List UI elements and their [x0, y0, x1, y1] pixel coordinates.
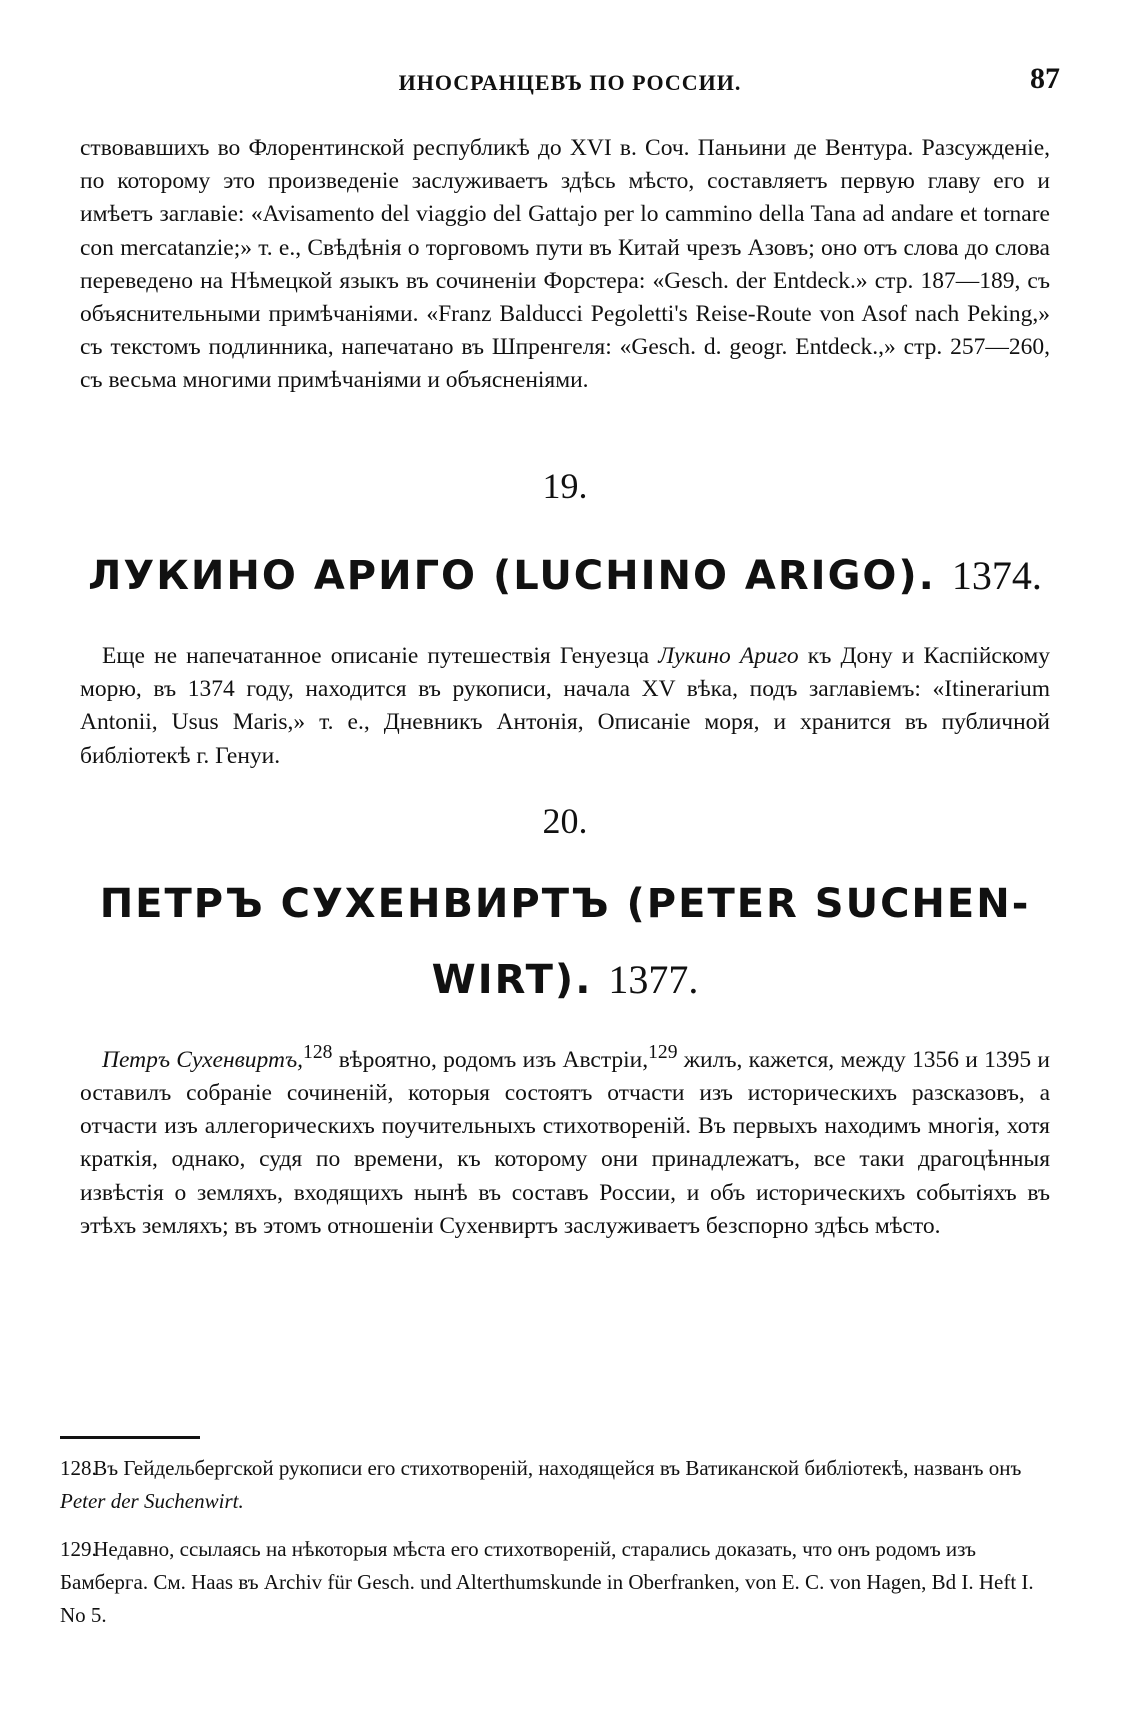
- footnote-ref-129[interactable]: 129: [648, 1042, 678, 1063]
- section-20-paragraph: [80, 1036, 1050, 1243]
- section-20-number: 20.: [542, 801, 588, 841]
- footnote-129-text: Недавно, ссылаясь на нѣкоторыя мѣста его стихотвореній, старались доказать, что онъ родомъ изъ Бамберга. См. Haas въ Archiv für Gesch. und Alterthumskunde in Oberfranken, von E. C. von Hagen, Bd I. Heft I. No 5.: [60, 1537, 1034, 1627]
- running-title: ИНОСРАНЦЕВЪ ПО РОССИИ.: [398, 70, 742, 95]
- section-20-text-after: жилъ, кажется, между 1356 и 1395 и оставилъ собраніе сочиненій, которыя состоятъ отчасти изъ историческихъ разсказовъ, а отчасти изъ аллегорическихъ поучительныхъ стихотвореній. Въ первыхъ находимъ многія, хотя краткія, однако, судя по времени, къ которому они принадлежатъ, все таки драгоцѣнныя извѣстія о земляхъ, входящихъ нынѣ въ составъ России, и объ историческихъ событіяхъ въ этѣхъ земляхъ; въ этомъ отношеніи Сухенвиртъ заслуживаетъ безспорно здѣсь мѣсто.: [80, 1046, 1050, 1239]
- section-19-number: 19.: [542, 466, 588, 506]
- page-number: 87: [1030, 62, 1060, 95]
- section-19-text-before: Еще не напечатанное описаніе путешествія Генуезца: [102, 643, 659, 669]
- section-19-paragraph: [80, 640, 1050, 773]
- intro-paragraph: ствовавшихъ во Флорентинской республикѣ до XVI в. Соч. Паньини де Вентура. Разсужденіе, по которому это произведеніе заслуживаетъ здѣсь мѣсто, составляетъ первую главу его и имѣетъ заглавіе: «Avisamento del viaggio del Gattajo per lo cammino della Tana ad andare et tornare con mercatanzie;» т. е., Свѣдѣнія о торговомъ пути въ Китай чрезъ Азовъ; оно отъ слова до слова переведено на Нѣмецкой языкъ въ сочиненіи Форстера: «Gesch. der Entdeck.» стр. 187—189, съ объяснительными примѣчаніями. «Franz Balducci Pegoletti's Reise-Route von Asof nach Peking,» съ текстомъ подлинника, напечатано въ Шпренгеля: «Gesch. d. geogr. Entdeck.,» стр. 257—260, съ весьма многими примѣчаніями и объясненіями.: [80, 135, 1050, 394]
- section-19-text-after: къ Дону и Каспійскому морю, въ 1374 году, находится въ рукописи, начала XV вѣка, подъ заглавіемъ: «Itinerarium Antonii, Usus Maris,» т. е., Дневникъ Антонія, Описаніе моря, и хранится въ публичной библіотекѣ г. Генуи.: [80, 643, 1050, 769]
- section-20-title: [80, 866, 1050, 1018]
- footnote-128-text: Въ Гейдельбергской рукописи его стихотвореній, находящейся въ Ватиканской библіотекѣ, названъ онъ: [93, 1456, 1022, 1480]
- section-20-title-line1: ПЕТРЪ СУХЕНВИРТЪ (PETER SUCHEN-: [99, 881, 1031, 927]
- footnote-128-number: 128.: [60, 1456, 97, 1480]
- footnote-128-italic: Peter der Suchenwirt.: [60, 1489, 244, 1513]
- footnote-129: [60, 1533, 1050, 1632]
- section-19-year: 1374.: [951, 553, 1042, 598]
- footnote-128: [60, 1452, 1050, 1518]
- section-19-title: [80, 538, 1050, 614]
- section-20-year: 1377.: [608, 957, 699, 1002]
- footnote-ref-128[interactable]: 128: [303, 1042, 333, 1063]
- section-20-title-line2: WIRT).: [431, 957, 593, 1003]
- section-20-person-name: Петръ Сухенвиртъ,: [102, 1046, 304, 1073]
- section-19-person-name: Лукино Ариго: [658, 643, 799, 669]
- section-19-title-text: ЛУКИНО АРИГО (LUCHINO ARIGO).: [88, 553, 936, 599]
- footnote-divider: [60, 1436, 200, 1439]
- section-20-text-mid: вѣроятно, родомъ изъ Австріи,: [332, 1046, 649, 1073]
- page-header: [80, 62, 1060, 102]
- footnote-129-number: 129.: [60, 1537, 97, 1561]
